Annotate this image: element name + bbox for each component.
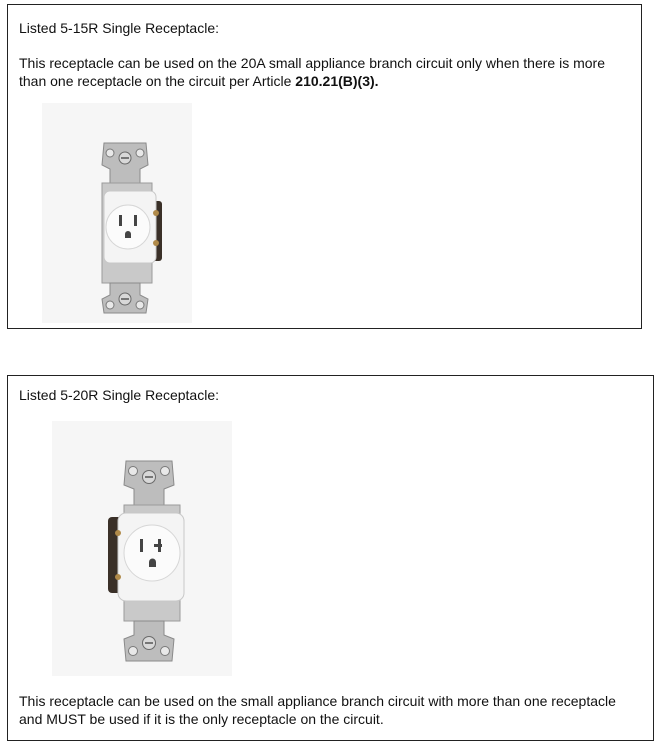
panel-description: This receptacle can be used on the small appliance branch circuit with more than one receptacle and MUST be used if it is the only receptacle on the circuit. — [19, 693, 616, 727]
panel-heading: Listed 5-20R Single Receptacle: — [19, 387, 220, 403]
panel-description — [19, 54, 635, 90]
description-text: This receptacle can be used on the 20A small appliance branch circuit only when there is more than one receptacle on the circuit per Article — [19, 55, 605, 89]
receptacle-5-15r-icon — [42, 103, 192, 323]
receptacle-5-15r-photo — [42, 103, 192, 323]
receptacle-5-15r-panel — [7, 4, 642, 329]
receptacle-5-20r-icon — [52, 421, 232, 676]
panel-heading: Listed 5-15R Single Receptacle: — [19, 20, 220, 36]
article-reference: 210.21(B)(3). — [295, 73, 379, 89]
receptacle-5-20r-photo — [52, 421, 232, 676]
receptacle-5-20r-panel — [7, 375, 654, 741]
